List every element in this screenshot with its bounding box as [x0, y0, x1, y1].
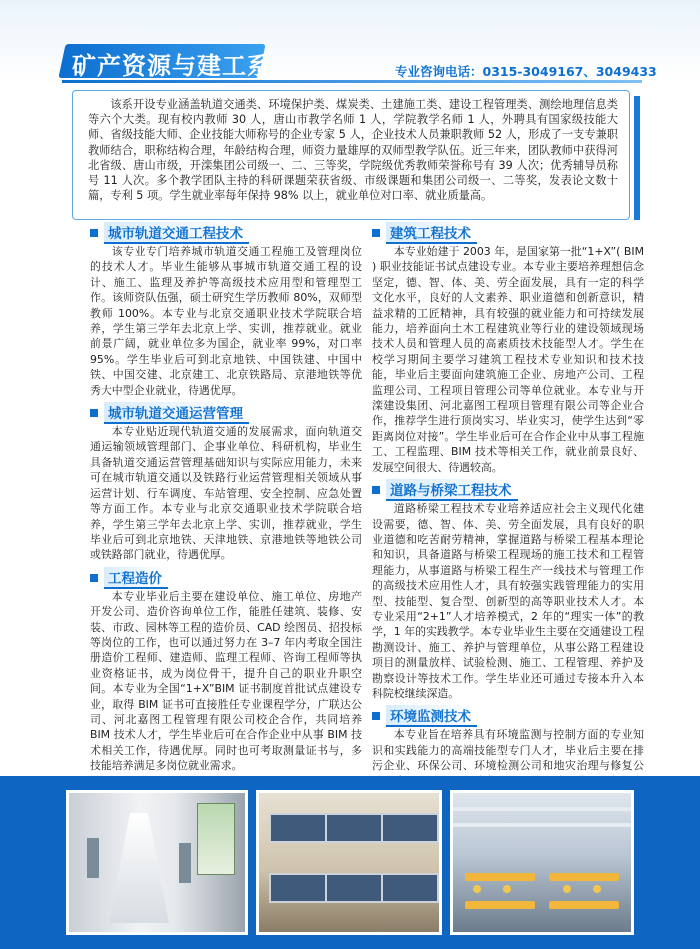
chair-shape — [593, 885, 601, 893]
table-shape — [549, 901, 619, 909]
table-shape — [549, 873, 619, 881]
right-column — [372, 222, 644, 808]
section-title: 城市轨道交通运营管理 — [104, 402, 249, 424]
section-building-engineering — [372, 222, 644, 475]
chair-shape — [563, 885, 571, 893]
section-heading — [90, 222, 362, 244]
bunk-bed — [269, 873, 327, 903]
door-shape — [87, 838, 99, 878]
bullet-square-icon — [90, 574, 98, 582]
corridor-perspective — [109, 813, 169, 923]
left-column — [90, 222, 362, 778]
accent-bar — [634, 96, 640, 220]
bullet-square-icon — [90, 409, 98, 417]
department-intro: 该系开设专业涵盖轨道交通类、环境保护类、煤炭类、土建施工类、建设工程管理类、测绘地理信息类等六个大类。现有校内教师 30 人，唐山市教学名师 1 人，学院教学名师 1 人，外聘具有国家级技能大师、省级技能大师、企业技能大师称号的企业专家 5 人，企业技术人员兼职教师 52 人，形成了一支专兼职教师结合，职称结构合理，年龄结构合理，师资力量雄厚的双师型教学队伍。近三年来，团队教师中获得河北省级、唐山市级，开滦集团公司级一、二、三等奖，学院级优秀教师荣誉称号有 39 人次；优秀辅导员称号 11 人次。多个教学团队主持的科研课题荣获省级、市级课题和集团公司级一、二等奖，发表论文数十篇，专利 5 项。学生就业率每年保持 98% 以上，就业单位对口率、就业质量高。 — [88, 98, 618, 203]
dormitory-photo — [256, 790, 442, 935]
section-body: 本专业旨在培养具有环境监测与控制方面的专业知识和实践能力的高端技能型专门人才，毕业后主要在排污企业、环保公司、环境检测公司和地灾治理与修复公 — [372, 728, 644, 773]
section-title: 道路与桥梁工程技术 — [386, 479, 518, 501]
bullet-square-icon — [372, 229, 380, 237]
section-body: 该专业专门培养城市轨道交通工程施工及管理岗位的技术人才。毕业生能够从事城市轨道交通工程的设计、施工、监理及养护等高级技术应用型和管理型工作。该师资队伍强，硕士研究生学历教师 80%，双师型教师 100%。本专业与北京交通职业技术学院联合培养，学生第三学年去北京上学、实训，推荐就业。就业前景广阔，就业单位多为国企，就业率 99%，对口率 95%。学生毕业后可到北京地铁、中国铁建、中国中铁、中国交建、北京建工、北京铁路局、京港地铁等优秀大中型企业就业，待遇优厚。 — [90, 245, 362, 397]
section-heading — [90, 567, 362, 589]
section-title: 环境监测技术 — [386, 705, 477, 727]
corridor-photo — [66, 790, 248, 935]
door-shape — [179, 843, 191, 883]
canteen-photo — [450, 790, 634, 935]
bullet-square-icon — [372, 486, 380, 494]
section-body: 本专业贴近现代轨道交通的发展需求，面向轨道交通运输领域管理部门、企事业单位、科研机构，毕业生具备轨道交通运营管理基础知识与实际应用能力，未来可在城市轨道交通以及铁路行业运营管理相关领域从事运营计划、行车调度、车站管理、安全控制、应急处置等方面工作。本专业与北京交通职业技术学院联合培养，学生第三学年去北京上学、实训，推荐就业，学生毕业后可到北京地铁、天津地铁、京港地铁等地铁公司或铁路部门就业，待遇优厚。 — [90, 425, 362, 562]
wall-poster — [197, 803, 235, 875]
section-title: 工程造价 — [104, 567, 168, 589]
section-rail-engineering — [90, 222, 362, 398]
table-shape — [465, 901, 535, 909]
ceiling-beam — [453, 807, 631, 811]
table-shape — [465, 873, 535, 881]
consult-hotline: 专业咨询电话：0315-3049167、3049433 — [395, 64, 657, 79]
bullet-square-icon — [90, 229, 98, 237]
ceiling-beam — [453, 823, 631, 827]
section-heading — [372, 222, 644, 244]
section-road-bridge — [372, 479, 644, 701]
chair-shape — [503, 885, 511, 893]
bunk-bed — [325, 873, 383, 903]
section-title: 建筑工程技术 — [386, 222, 477, 244]
section-body: 本专业毕业后主要在建设单位、施工单位、房地产开发公司、造价咨询单位工作，能胜任建筑、装修、安装、市政、园林等工程的造价员、CAD 绘图员、招投标等岗位的工作，也可以通过努力在 3–7 年内考取全国注册造价工程师、建造师、监理工程师、咨询工程师等执业资格证书，成为岗位骨干，提升自己的职业升职空间。本专业为全国“1+X”BIM 证书制度首批试点建设专业，取得 BIM 证书可直接胜任专业课程学分，广联达公司、河北嘉图工程管理有限公司校企合作，共同培养 BIM 技术人才，学生毕业后可在合作企业中从事 BIM 技术相关工作，待遇优厚。同时也可考取测量证书与，多技能培养满足多岗位就业需求。 — [90, 589, 362, 773]
section-heading — [90, 402, 362, 424]
section-body: 本专业始建于 2003 年，是国家第一批“1+X”( BIM ) 职业技能证书试点建设专业。本专业主要培养理想信念坚定，德、智、体、美、劳全面发展，具有一定的科学文化水平，良好的人文素养、职业道德和创新意识，精益求精的工匠精神，具有较强的就业能力和可持续发展能力，培养面向土木工程建筑业等行业的建设领域现场技术人员和管理人员的高素质技术技能型人才。学生在校学习期间主要学习建筑工程技术专业知识和技术技能，毕业后主要面向建筑施工企业、房地产公司、工程监理公司、工程项目管理公司等单位就业。本专业与开滦建设集团、河北嘉图工程项目管理有限公司等企业合作，推荐学生进行顶岗实习、毕业实习，使学生达到“零距离岗位对接”。学生毕业后可在合作企业中从事工程施工、工程监理、BIM 技术等相关工作，就业前景良好、发展空间很大、待遇较高。 — [372, 245, 644, 474]
header-divider — [62, 80, 642, 83]
section-title: 城市轨道交通工程技术 — [104, 222, 249, 244]
bunk-bed — [381, 873, 439, 903]
section-heading — [372, 705, 644, 727]
bunk-bed — [381, 813, 439, 843]
bullet-square-icon — [372, 712, 380, 720]
section-rail-operation — [90, 402, 362, 563]
bunk-bed — [269, 813, 327, 843]
page-title: 矿产资源与建工系 — [72, 52, 272, 80]
section-cost-engineering — [90, 567, 362, 774]
section-heading — [372, 479, 644, 501]
bunk-bed — [325, 813, 383, 843]
section-body: 道路桥梁工程技术专业培养适应社会主义现代化建设需要，德、智、体、美、劳全面发展，具有良好的职业道德和吃苦耐劳精神，掌握道路与桥梁工程基本理论和知识，具备道路与桥梁工程现场的施工技术和工程管理能力，从事道路与桥梁工程生产一线技术与管理工作的高级技术应用性人才，具有较强实践管理能力的实用型、技能型、复合型、创新型的高等职业技术人才。本专业采用“2+1”人才培养模式，2 年的“理实一体”的教学，1 年的实践教学。本专业毕业生主要在交通建设工程勘测设计、施工、养护与管理单位，从事公路工程建设项目的测量放样、试验检测、施工、工程管理、养护及勘察设计等技术工作。学生毕业还可通过专接本升入本科院校继续深造。 — [372, 502, 644, 700]
chair-shape — [473, 885, 481, 893]
